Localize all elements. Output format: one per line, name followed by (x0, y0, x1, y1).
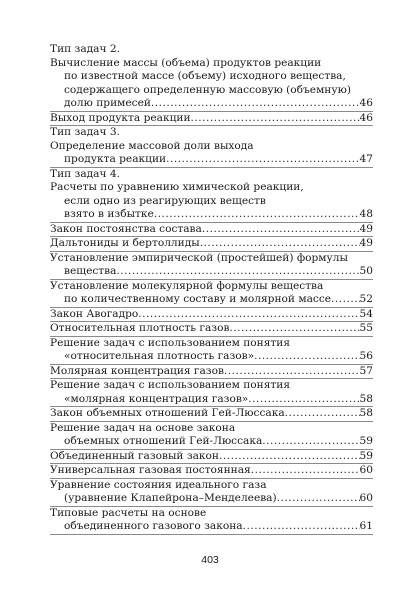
toc-page-number: 49 (359, 237, 373, 249)
toc-entry-text: долю примесей (64, 97, 151, 109)
toc-leader-dots (154, 208, 360, 222)
toc-entry-line (50, 168, 373, 182)
toc-leader-dots (285, 407, 360, 421)
toc-entry-line (50, 70, 373, 84)
toc-entry (50, 43, 373, 57)
toc-leader-dots (254, 350, 359, 364)
toc-entry (50, 223, 373, 238)
toc-entry-line (50, 422, 373, 436)
table-of-contents (50, 43, 373, 535)
toc-entry-line (50, 520, 373, 534)
toc-entry-line (50, 393, 373, 407)
toc-page-number: 58 (359, 407, 373, 419)
toc-entry-line (50, 407, 373, 421)
toc-page-number: 46 (359, 111, 373, 124)
toc-entry-line (50, 464, 373, 478)
toc-leader-dots (262, 435, 359, 449)
toc-entry-line (50, 435, 373, 449)
toc-entry-text: Выход продукта реакции (50, 111, 191, 124)
toc-leader-dots (116, 265, 359, 279)
toc-entry-line (50, 223, 373, 237)
toc-entry-line (50, 112, 373, 126)
toc-entry-text: Решение задач на основе закона (50, 421, 236, 434)
page-number: 403 (201, 554, 219, 566)
toc-page-number: 61 (359, 520, 373, 532)
toc-page-number: 54 (359, 307, 373, 320)
toc-entry (50, 337, 373, 365)
toc-entry-text: Закон Авогадро (50, 307, 139, 320)
toc-entry (50, 464, 373, 479)
toc-entry-text: объемных отношений Гей-Люссака (64, 435, 263, 447)
toc-leader-dots (277, 492, 360, 506)
toc-entry-line (50, 265, 373, 279)
toc-entry (50, 112, 373, 127)
toc-entry (50, 308, 373, 323)
toc-entry-text: Закон объемных отношений Гей-Люссака (50, 407, 285, 419)
toc-entry-line (50, 479, 373, 493)
toc-entry-line (50, 280, 373, 294)
toc-entry (50, 280, 373, 308)
toc-entry-text: взято в избытке (64, 208, 154, 220)
toc-entry-line (50, 350, 373, 364)
toc-entry-text: Универсальная газовая постоянная (50, 464, 251, 476)
toc-entry-line (50, 140, 373, 154)
toc-list (50, 43, 373, 535)
toc-entry-text: Вычисление массы (объема) продуктов реакции (50, 56, 322, 69)
toc-entry-text: Закон постоянства состава (50, 222, 202, 235)
toc-leader-dots (219, 450, 360, 464)
toc-entry-text: Расчеты по уравнению химической реакции, (50, 181, 304, 193)
toc-entry-text: «относительная плотность газов» (64, 350, 255, 362)
toc-page-number: 47 (359, 153, 373, 165)
toc-leader-dots (224, 365, 360, 379)
toc-leader-dots (191, 112, 360, 126)
toc-leader-dots (138, 308, 359, 322)
toc-entry-line (50, 126, 373, 140)
toc-page-number: 52 (359, 293, 373, 305)
toc-entry-text: если одно из реагирующих веществ (64, 194, 266, 207)
toc-leader-dots (248, 393, 359, 407)
toc-entry-text: продукта реакции (64, 153, 167, 165)
toc-page-number: 59 (359, 435, 373, 447)
toc-entry-line (50, 337, 373, 351)
toc-entry-text: по количественному составу и молярной массе (64, 293, 332, 305)
toc-entry-line (50, 181, 373, 195)
toc-entry-line (50, 379, 373, 393)
toc-entry-text: Тип задач 4. (50, 167, 120, 180)
toc-page-number: 50 (359, 265, 373, 277)
toc-entry-line (50, 208, 373, 222)
toc-leader-dots (166, 153, 359, 167)
toc-entry-text: Тип задач 2. (50, 43, 120, 55)
toc-leader-dots (151, 97, 360, 111)
toc-entry-text: Уравнение состояния идеального газа (50, 478, 267, 491)
toc-entry (50, 322, 373, 337)
toc-entry-text: Определение массовой доли выхода (50, 139, 254, 152)
toc-entry-line (50, 293, 373, 307)
toc-entry-text: Установление эмпирической (простейшей) формулы (50, 251, 348, 264)
toc-entry (50, 237, 373, 252)
toc-entry-line (50, 450, 373, 464)
toc-entry-text: вещества (64, 265, 117, 277)
toc-entry (50, 365, 373, 380)
toc-entry-line (50, 153, 373, 167)
toc-page-number: 58 (359, 392, 373, 405)
toc-page-number: 55 (359, 322, 373, 334)
toc-page-number: 59 (359, 449, 373, 462)
toc-entry-text: «молярная концентрация газов» (64, 392, 249, 405)
toc-leader-dots (202, 223, 360, 237)
toc-entry-text: Относительная плотность газов (50, 322, 230, 334)
toc-entry-line (50, 322, 373, 336)
toc-entry-text: Решение задач с использованием понятия (50, 336, 291, 349)
toc-entry-line (50, 57, 373, 71)
toc-entry (50, 507, 373, 535)
toc-page-number: 57 (359, 364, 373, 377)
toc-leader-dots (251, 464, 360, 478)
toc-entry (50, 379, 373, 407)
toc-page-number: 49 (359, 222, 373, 235)
toc-entry-text: Тип задач 3. (50, 126, 120, 138)
toc-entry-line (50, 237, 373, 251)
toc-entry-line (50, 84, 373, 98)
toc-entry-line (50, 308, 373, 322)
toc-page-number: 60 (359, 492, 373, 504)
toc-entry-text: Дальтониды и бертоллиды (50, 237, 200, 249)
toc-entry (50, 140, 373, 168)
toc-entry (50, 479, 373, 507)
toc-entry-line (50, 252, 373, 266)
toc-leader-dots (243, 520, 360, 534)
toc-entry-line (50, 195, 373, 209)
toc-entry-text: (уравнение Клапейрона–Менделеева) (64, 492, 277, 504)
toc-entry-text: Объединенный газовый закон (50, 449, 219, 462)
toc-entry (50, 181, 373, 223)
toc-entry (50, 57, 373, 112)
toc-entry-text: Решение задач с использованием понятия (50, 379, 291, 391)
toc-entry (50, 450, 373, 465)
toc-entry-line (50, 365, 373, 379)
toc-leader-dots (331, 293, 359, 307)
toc-entry-line (50, 43, 373, 57)
toc-page-number: 46 (359, 97, 373, 109)
toc-entry-text: Типовые расчеты на основе (50, 506, 207, 519)
toc-entry-text: по известной массе (объему) исходного вещества, (64, 70, 346, 82)
toc-entry-line (50, 507, 373, 521)
toc-entry (50, 126, 373, 140)
toc-entry (50, 407, 373, 422)
toc-entry-text: содержащего определенную массовую (объемную) (64, 83, 351, 96)
toc-entry (50, 422, 373, 450)
toc-leader-dots (229, 322, 359, 336)
toc-entry-line (50, 97, 373, 111)
toc-entry-text: Установление молекулярной формулы вещества (50, 279, 324, 292)
toc-entry-line (50, 492, 373, 506)
toc-entry-text: объединенного газового закона (64, 520, 243, 532)
toc-entry (50, 252, 373, 280)
toc-entry (50, 168, 373, 182)
toc-entry-text: Молярная концентрация газов (50, 364, 224, 377)
toc-leader-dots (200, 237, 360, 251)
toc-page-number: 48 (359, 208, 373, 220)
toc-page-number: 60 (359, 464, 373, 476)
toc-page-number: 56 (359, 350, 373, 362)
